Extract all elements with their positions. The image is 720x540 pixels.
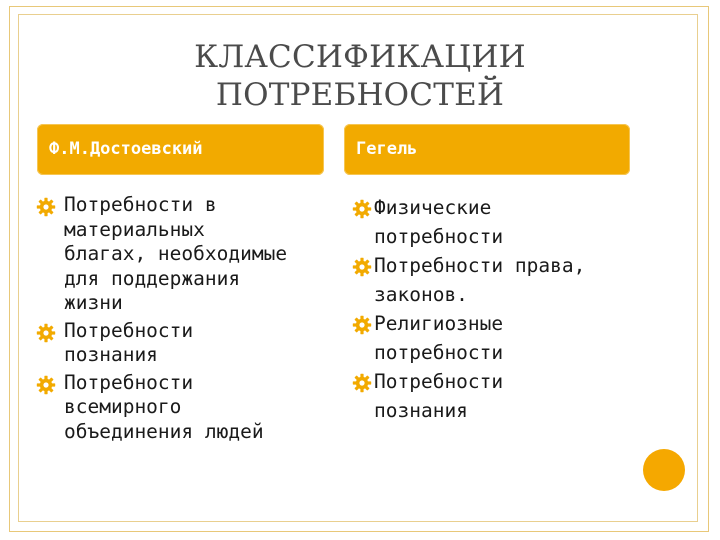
list-item [352,251,622,309]
list-item [352,193,622,251]
list-item [36,371,326,445]
item-line: потребности [374,225,504,248]
gear-icon [352,372,372,392]
item-line: познания [64,343,158,366]
slide-title [150,38,570,114]
list-hegel [352,193,622,425]
column-header-dostoevsky: Ф.М.Достоевский [37,124,324,175]
item-line: Потребности [64,370,194,394]
item-line: Потребности в [64,193,217,216]
item-line: потребности [374,341,504,364]
decorative-circle [643,449,685,491]
item-line: для поддержания [64,266,241,290]
item-line: Потребности права, [374,254,586,277]
column-header-hegel: Гегель [344,124,630,175]
item-line: жизни [64,291,123,314]
list-item [352,309,622,367]
item-line: познания [374,399,468,422]
gear-icon [36,323,56,343]
title-line-2: ПОТРЕБНОСТЕЙ [215,77,505,113]
gear-icon [352,198,372,218]
item-line: Потребности [374,370,504,393]
item-line: материальных [64,217,205,241]
item-line: Физические [374,196,492,219]
item-line: законов. [374,283,468,306]
item-line: объединения людей [64,419,264,443]
title-line-1: КЛАССИФИКАЦИИ [194,39,526,75]
gear-icon [352,256,372,276]
item-line: Потребности [64,318,194,342]
gear-icon [36,197,56,217]
gear-icon [36,375,56,395]
list-item [352,367,622,425]
gear-icon [352,314,372,334]
item-line: Религиозные [374,312,504,335]
list-dostoevsky [36,193,326,447]
item-line: благах, необходимые [64,242,288,265]
list-item [36,193,326,316]
list-item [36,319,326,368]
item-line: всемирного [64,395,182,418]
